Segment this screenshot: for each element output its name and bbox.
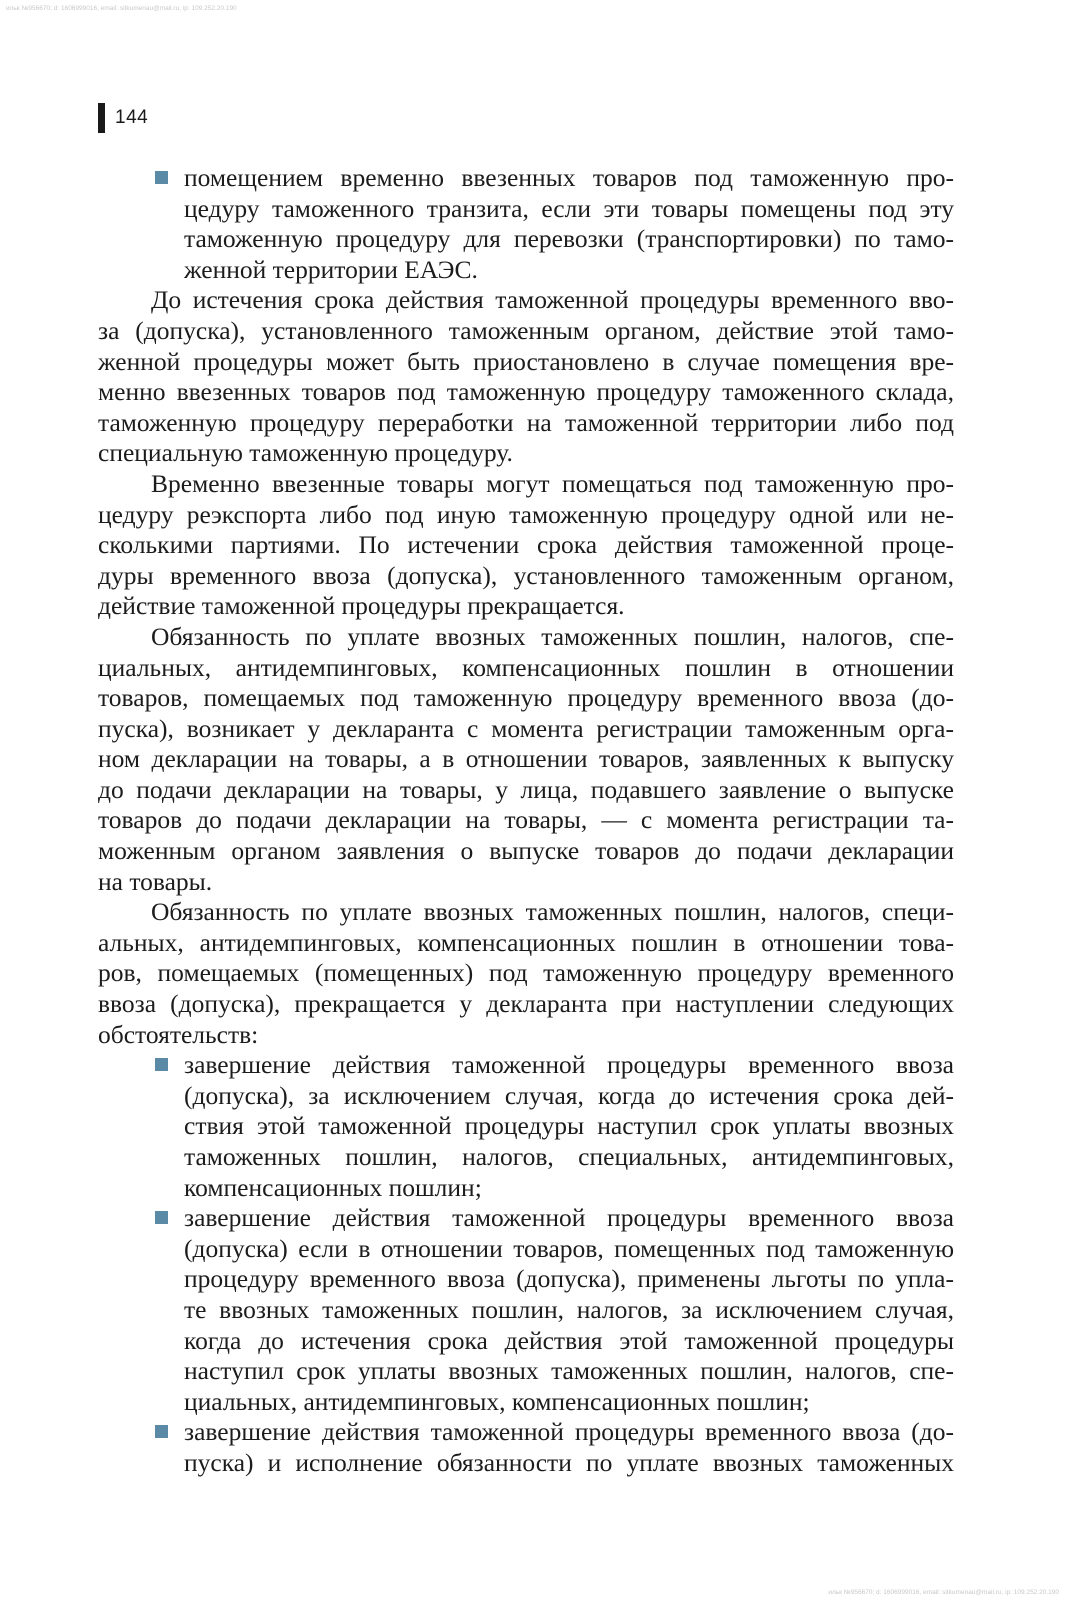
text-line: (допуска) если в отношении товаров, помещенных под таможенную — [184, 1233, 954, 1263]
list-item-first-line: завершение действия таможенной процедуры временного ввоза — [184, 1050, 954, 1080]
text-line: компенсационных пошлин; — [184, 1172, 482, 1202]
text-line: циальных, антидемпинговых, компенсационных пошлин в отношении — [98, 652, 954, 682]
bullet-square-icon — [155, 171, 168, 184]
text-line: ствия этой таможенной процедуры наступил срок уплаты ввозных — [184, 1111, 954, 1141]
text-line: до подачи декларации на товары, у лица, подавшего заявление о выпуске — [98, 774, 954, 804]
text-line: менно ввезенных товаров под таможенную процедуру таможенного склада, — [98, 377, 954, 407]
page-header — [98, 104, 148, 132]
text-line: циальных, антидемпинговых, компенсационных пошлин; — [184, 1386, 810, 1416]
page-number: 144 — [115, 107, 149, 128]
page-body — [98, 163, 954, 1479]
header-bar — [98, 103, 105, 133]
text-line: сколькими партиями. По истечении срока действия таможенной проце- — [98, 530, 954, 560]
text-line: на товары. — [98, 866, 213, 896]
text-line: Временно ввезенные товары могут помещаться под таможенную про- — [151, 468, 954, 498]
bullet-square-icon — [155, 1211, 168, 1224]
text-line: ном декларации на товары, а в отношении товаров, заявленных к выпуску — [98, 744, 954, 774]
list-item-first-line: помещением временно ввезенных товаров под таможенную про- — [184, 163, 954, 192]
list-item-first-line: завершение действия таможенной процедуры временного ввоза (до- — [184, 1417, 954, 1447]
text-line: женной территории ЕАЭС. — [184, 254, 478, 284]
text-line: пуска) и исполнение обязанности по уплате ввозных таможенных — [184, 1447, 954, 1477]
text-line: женной процедуры может быть приостановлено в случае помещения вре- — [98, 346, 954, 376]
text-line: обстоятельств: — [98, 1019, 259, 1049]
text-line: ров, помещаемых (помещенных) под таможенную процедуру временного — [98, 958, 954, 988]
text-line: действие таможенной процедуры прекращается. — [98, 591, 625, 621]
text-line: наступил срок уплаты ввозных таможенных пошлин, налогов, спе- — [184, 1356, 954, 1386]
watermark-bottom: ильк №956670; d: 1606999016, email: sitkumenau@mail.ru, ip: 109.252.20.190 — [828, 1589, 1059, 1596]
text-line: альных, антидемпинговых, компенсационных пошлин в отношении това- — [98, 927, 954, 957]
text-line: таможенную процедуру для перевозки (транспортировки) по тамо- — [184, 224, 954, 254]
text-line: за (допуска), установленного таможенным органом, действие этой тамо- — [98, 315, 954, 345]
bullet-square-icon — [155, 1058, 168, 1071]
text-line: процедуру временного ввоза (допуска), применены льготы по упла- — [184, 1264, 954, 1294]
list-item-first-line: завершение действия таможенной процедуры временного ввоза — [184, 1203, 954, 1233]
bullet-square-icon — [155, 1425, 168, 1438]
text-line: таможенных пошлин, налогов, специальных, антидемпинговых, — [184, 1142, 954, 1171]
text-line: До истечения срока действия таможенной процедуры временного вво- — [151, 285, 954, 315]
text-line: цедуру таможенного транзита, если эти товары помещены под эту — [184, 193, 954, 223]
text-line: таможенную процедуру переработки на таможенной территории либо под — [98, 407, 954, 437]
text-line: товаров до подачи декларации на товары, — с момента регистрации та- — [98, 805, 954, 835]
text-line: ввоза (допуска), прекращается у декларанта при наступлении следующих — [98, 989, 954, 1019]
text-line: Обязанность по уплате ввозных таможенных пошлин, налогов, специ- — [151, 897, 954, 927]
text-line: специальную таможенную процедуру. — [98, 438, 513, 468]
text-line: пуска), возникает у декларанта с момента регистрации таможенным орга- — [98, 713, 954, 743]
text-line: когда до истечения срока действия этой таможенной процедуры — [184, 1325, 954, 1355]
text-line: товаров, помещаемых под таможенную процедуру временного ввоза (до- — [98, 683, 954, 713]
text-line: дуры временного ввоза (допуска), установленного таможенным органом, — [98, 560, 954, 590]
text-line: (допуска), за исключением случая, когда до истечения срока дей- — [184, 1080, 954, 1110]
text-line: Обязанность по уплате ввозных таможенных пошлин, налогов, спе- — [151, 621, 954, 651]
text-line: моженным органом заявления о выпуске товаров до подачи декларации — [98, 836, 954, 866]
text-line: те ввозных таможенных пошлин, налогов, за исключением случая, — [184, 1294, 954, 1324]
text-line: цедуру реэкспорта либо под иную таможенную процедуру одной или не- — [98, 499, 954, 529]
watermark-top: ильк №956670; d: 1606999016, email: sitkumenau@mail.ru, ip: 109.252.20.190 — [6, 5, 237, 12]
